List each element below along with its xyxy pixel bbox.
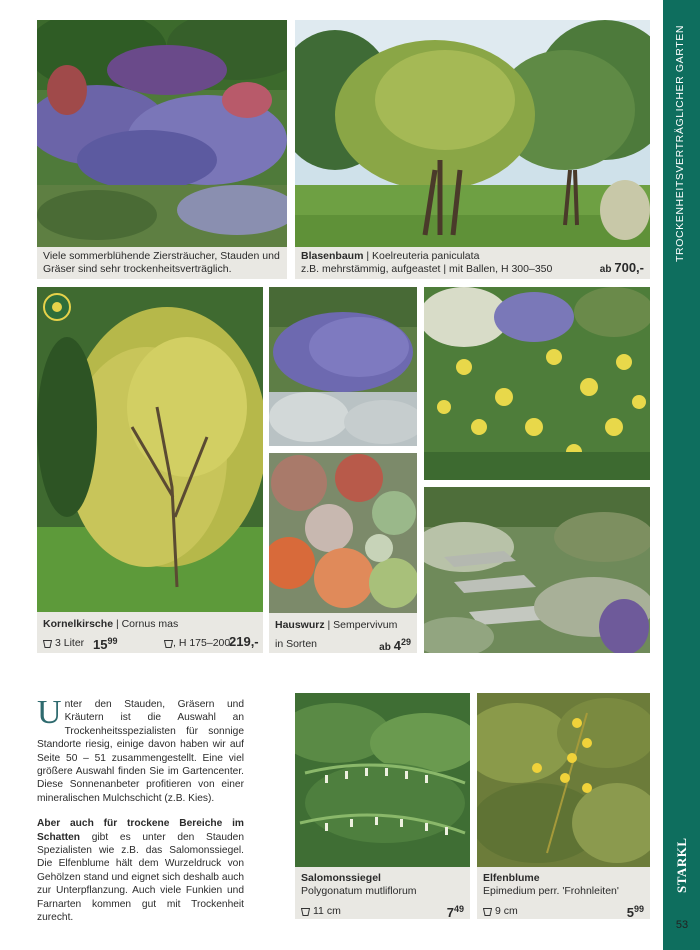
shade-paragraph: Aber auch für trockene Bereiche im Schatten gibt es unter den Stauden Spezialisten wie z.B. das Salomonssiegel. Die Elfenblume hält dem Wurzeldruck von Gehölzen stand und eignet sich deshalb auch zur Unterpflanzung. Auch viele Funkien und Farnarten kommen gut mit Trockenheit zurecht. [37,818,244,924]
brand-logo: STARKL [674,837,689,893]
sempervivum-photo [269,453,417,613]
elfenblume-name: Elfenblume [483,872,540,884]
salomonssiegel-price: 749 [446,904,464,920]
blasenbaum-detail: z.B. mehrstämmig, aufgeastet | mit Ballen, H 300–350 [301,263,553,275]
salomonssiegel-photo [295,693,470,867]
perennial-border-photo [37,20,287,247]
elfenblume-caption [477,867,650,919]
kornelkirsche-price-height: 219,- [229,634,259,649]
kornelkirsche-size-height: , H 175–200 [173,637,231,649]
salomonssiegel-name: Salomonssiegel [301,872,381,884]
salomonssiegel-caption [295,867,470,919]
salomonssiegel-size: 11 cm [313,905,341,917]
pot-icon [483,906,495,919]
kornelkirsche-photo [37,287,263,612]
caption-text: Viele sommerblühende Ziersträucher, Stauden und Gräser sind sehr trockenheitsverträglich. [43,250,280,275]
page-number: 53 [675,919,689,931]
elfenblume-latin: Epimedium perr. 'Frohnleiten' [483,885,619,897]
elfenblume-price: 599 [626,904,644,920]
drop-cap: U [37,694,62,731]
hauswurz-name: Hauswurz [275,619,325,631]
lavender-photo [269,287,417,446]
phlomis-photo [424,287,650,480]
section-title: TROCKENHEITSVERTRÄGLICHER GARTEN [674,24,686,262]
kornelkirsche-name: Kornelkirsche [43,618,114,630]
blasenbaum-latin: Koelreuteria paniculata [372,250,480,262]
kornelkirsche-caption: Kornelkirsche | Cornus mas 3 Liter 1599 , H 175–200 219,- [37,612,263,653]
garden-path-photo [424,487,650,653]
hauswurz-caption: Hauswurz | Sempervivum in Sorten ab 429 [269,613,417,653]
sidebar-band [663,0,700,950]
blasenbaum-photo [295,20,650,247]
water-saving-badge-icon [43,293,71,321]
pot-icon [43,638,55,651]
kornelkirsche-price-pot: 1599 [93,636,118,652]
intro-text-block [37,694,244,925]
blasenbaum-price: ab 700,- [599,260,644,275]
salomonssiegel-latin: Polygonatum mutliflorum [301,885,417,897]
kornelkirsche-latin: Cornus mas [121,618,179,630]
intro-paragraph: Unter den Stauden, Gräsern und Kräutern ist die Auswahl an Trockenheitsspezialisten für sonnige Standorte riesig, einige davon haben wir auf Seite 50 – 51 zusammengestellt. Eine viel größere Auswahl finden Sie im Gartencenter. Diese Sonnenanbeter profitieren von einer mineralischen Mulchschicht (z.B. Kies). [37,694,244,804]
hauswurz-latin: Sempervivum [333,619,398,631]
blasenbaum-caption: Blasenbaum | Koelreuteria paniculata z.B. mehrstämmig, aufgeastet | mit Ballen, H 300–350 ab 700,- [295,247,650,279]
pot-icon [301,906,313,919]
blasenbaum-name: Blasenbaum [301,250,364,262]
kornelkirsche-size-pot: 3 Liter [55,637,85,649]
hauswurz-note: in Sorten [275,638,318,650]
elfenblume-size: 9 cm [495,905,518,917]
elfenblume-photo [477,693,650,867]
perennial-border-caption [37,247,287,279]
hauswurz-price: ab 429 [379,637,411,653]
